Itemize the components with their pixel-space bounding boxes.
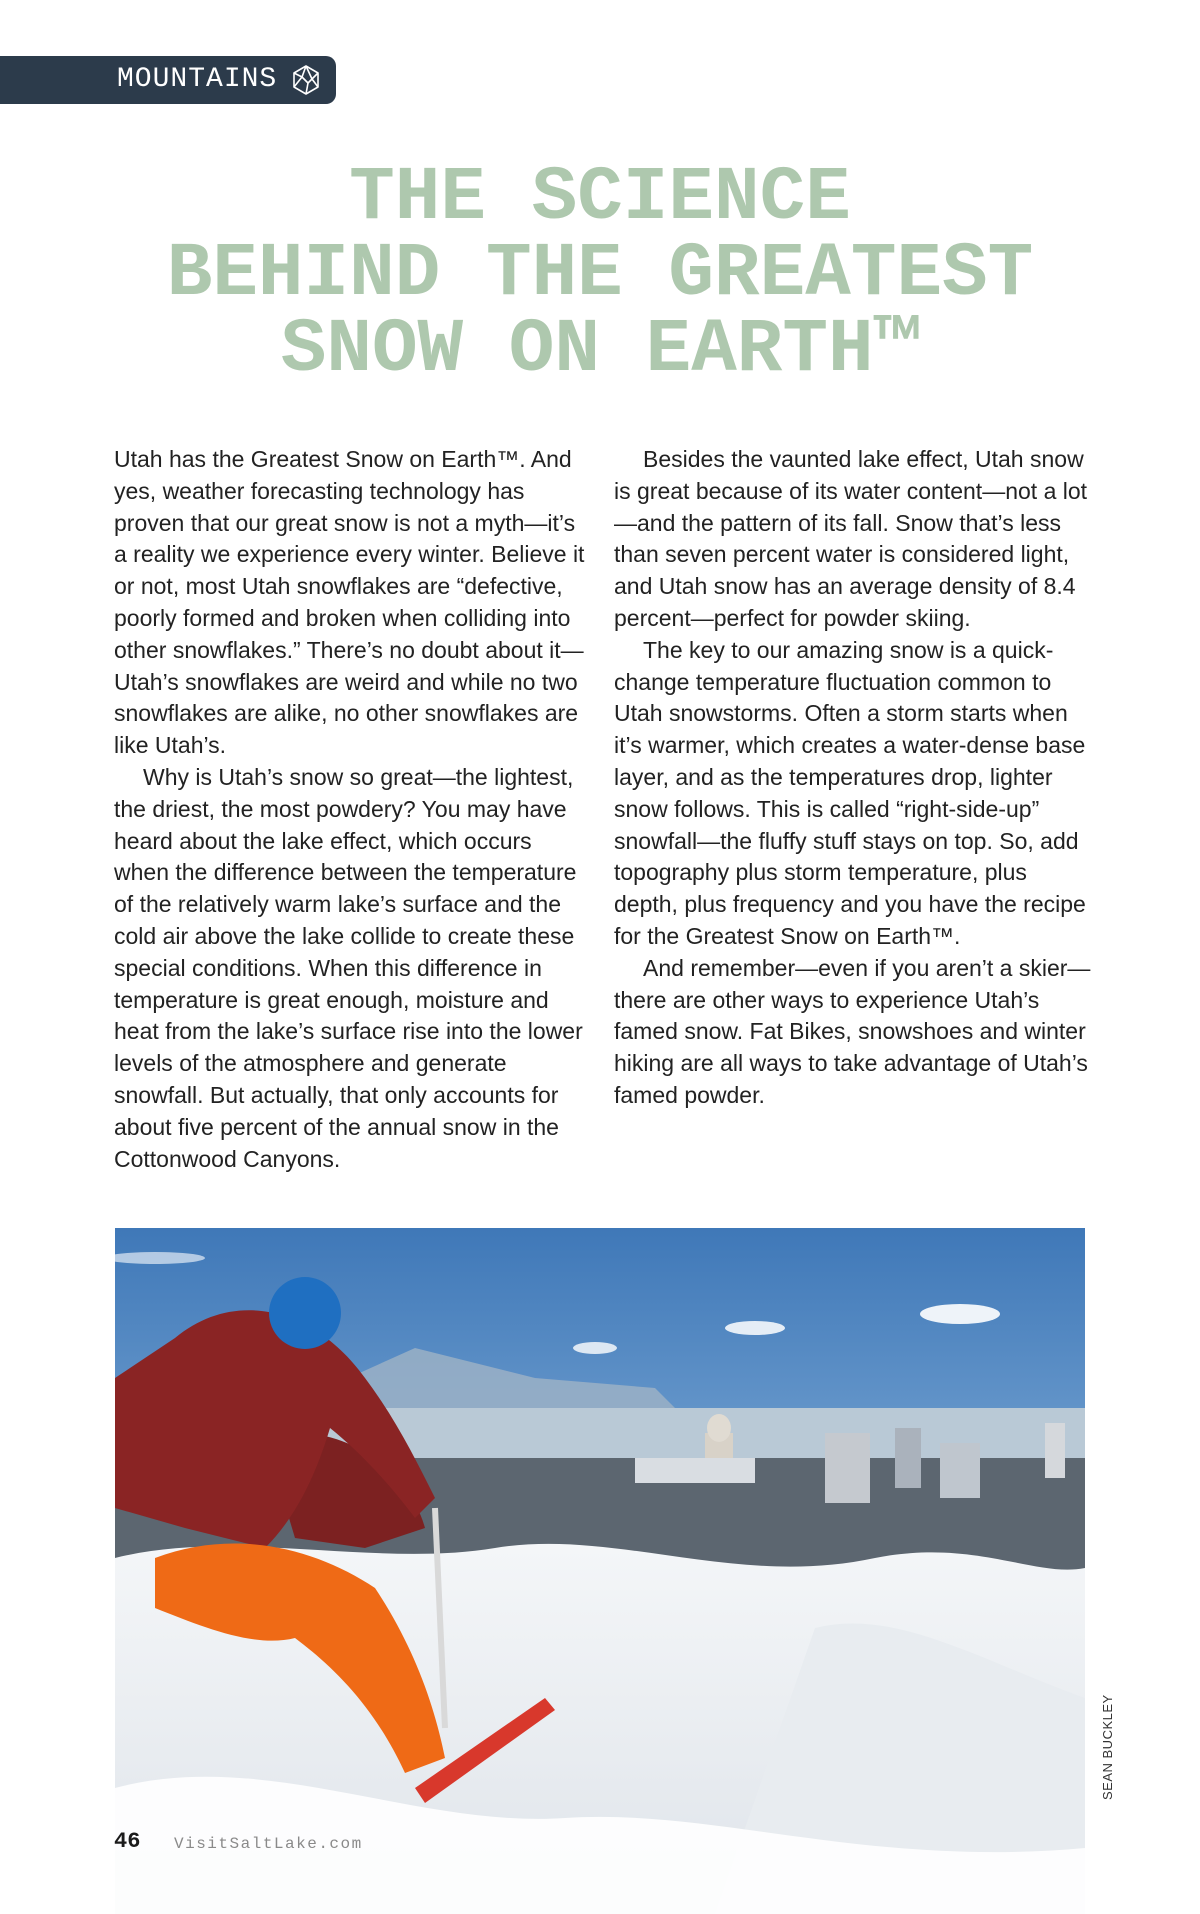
- section-tab: [0, 56, 336, 104]
- paragraph: Why is Utah’s snow so great—the lightest, the driest, the most powdery? You may have heard about the lake effect, which occurs when the difference between the temperature of the relatively warm lake’s surface and the cold air above the lake collide to create these special conditions. When this difference in temperature is great enough, moisture and heat from the lake’s surface rise into the lower levels of the atmosphere and generate snowfall. But actually, that only accounts for about five percent of the annual snow in the Cottonwood Canyons.: [114, 763, 583, 1172]
- article-column-right: [614, 444, 1092, 1112]
- mountain-gem-icon: [290, 64, 322, 96]
- headline-line-2: BEHIND THE GREATEST: [166, 231, 1034, 317]
- paragraph: Besides the vaunted lake effect, Utah snow is great because of its water content—not a lot—and the pattern of its fall. Snow that’s less than seven percent water is considered light, and Utah snow has an average density of 8.4 percent—perfect for powder skiing.: [614, 446, 1088, 631]
- paragraph: Utah has the Greatest Snow on Earth™. And yes, weather forecasting technology has proven that our great snow is not a myth—it’s a reality we experience every winter. Believe it or not, most Utah snowflakes are “defective, poorly formed and broken when colliding into other snowflakes.” There’s no doubt about it—Utah’s snowflakes are weird and while no two snowflakes are alike, no other snowflakes are like Utah’s.: [114, 446, 585, 759]
- section-label: MOUNTAINS: [117, 64, 278, 95]
- headline-line-1: THE SCIENCE: [349, 155, 851, 241]
- photo-credit-text: SEAN BUCKLEY: [1100, 1694, 1115, 1800]
- headline-line-3: SNOW ON EARTH™: [280, 307, 920, 393]
- paragraph: The key to our amazing snow is a quick-change temperature fluctuation common to Utah snowstorms. Often a storm starts when it’s warmer, which creates a water-dense base layer, and as the temperatures drop, lighter snow follows. This is called “right-side-up” snowfall—the fluffy stuff stays on top. So, add topography plus storm temperature, plus depth, plus frequency and you have the recipe for the Greatest Snow on Earth™.: [614, 636, 1086, 949]
- skier-photo: [115, 1228, 1085, 1914]
- skier-photo-illustration: [115, 1228, 1085, 1914]
- headline: [0, 155, 1200, 393]
- article-column-left: [114, 444, 590, 1175]
- paragraph: And remember—even if you aren’t a skier— there are other ways to experience Utah’s famed snow. Fat Bikes, snowshoes and winter hiking are all ways to take advantage of Utah’s famed powder.: [614, 954, 1091, 1108]
- page-number: 46: [114, 1829, 141, 1854]
- site-url: VisitSaltLake.com: [174, 1835, 363, 1853]
